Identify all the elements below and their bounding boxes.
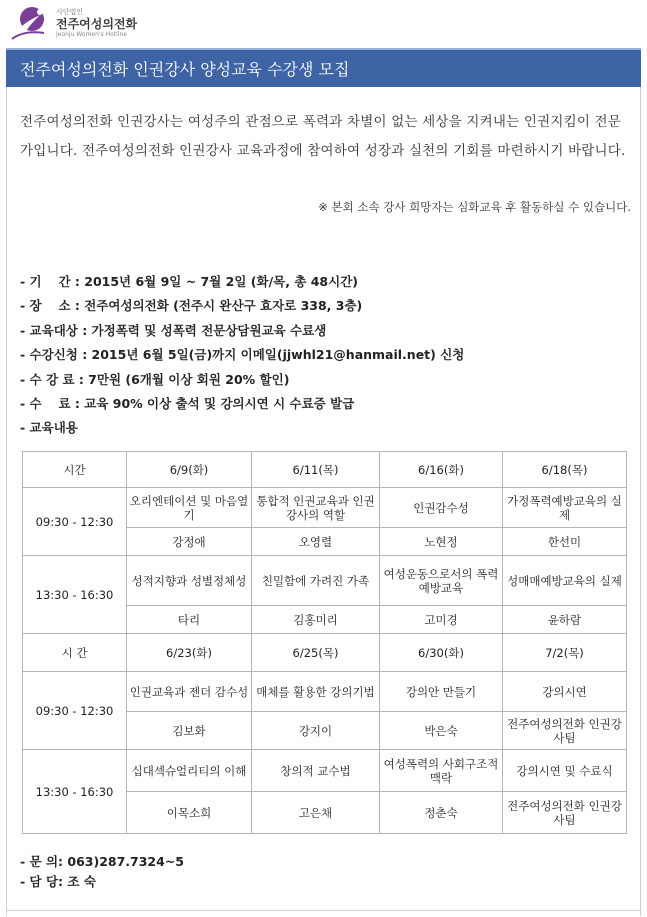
topic-cell: 여성운동으로서의 폭력예방교육 bbox=[380, 556, 503, 606]
topic-cell: 가정폭력예방교육의 실제 bbox=[503, 488, 627, 528]
topic-cell: 인권교육과 젠더 감수성 bbox=[127, 672, 252, 712]
topic-cell: 여성폭력의 사회구조적 맥락 bbox=[380, 750, 503, 792]
topic-cell: 강의시연 bbox=[503, 672, 627, 712]
header-cell: 6/16(화) bbox=[380, 452, 503, 488]
topic-cell: 통합적 인권교육과 인권강사의 역할 bbox=[252, 488, 380, 528]
lecturer-cell: 이목소희 bbox=[127, 792, 252, 834]
topic-cell: 강의안 만들기 bbox=[380, 672, 503, 712]
logo[interactable] bbox=[10, 3, 137, 43]
info-contents: - 교육내용 bbox=[20, 420, 78, 436]
header-cell: 6/18(목) bbox=[503, 452, 627, 488]
info-period: - 기 간 : 2015년 6월 9일 ~ 7월 2일 (화/목, 총 48시간) bbox=[20, 274, 358, 289]
info-list bbox=[20, 270, 464, 441]
lecturer-cell: 한선미 bbox=[503, 528, 627, 556]
logo-text bbox=[56, 9, 137, 38]
lecturer-cell: 전주여성의전화 인권강사팀 bbox=[503, 712, 627, 750]
header-cell: 6/23(화) bbox=[127, 634, 252, 672]
info-fee: - 수 강 료 : 7만원 (6개월 이상 회원 20% 할인) bbox=[20, 371, 290, 387]
info-completion: - 수 료 : 교육 90% 이상 출석 및 강의시연 시 수료증 발급 bbox=[20, 396, 355, 412]
topic-cell: 강의시연 및 수료식 bbox=[503, 750, 627, 792]
contact-phone: - 문 의: 063)287.7324~5 bbox=[20, 854, 184, 869]
header-cell: 7/2(목) bbox=[503, 634, 627, 672]
topic-cell: 오리엔테이션 및 마음열기 bbox=[127, 488, 252, 528]
schedule-header-row bbox=[23, 634, 627, 672]
schedule-topic-row bbox=[23, 672, 627, 712]
topic-cell: 인권감수성 bbox=[380, 488, 503, 528]
lecturer-cell: 노현정 bbox=[380, 528, 503, 556]
header-cell: 6/25(목) bbox=[252, 634, 380, 672]
intro-paragraph: 전주여성의전화 인권강사는 여성주의 관점으로 폭력과 차별이 없는 세상을 지켜내는 인권지킴이 전문가입니다. 전주여성의전화 인권강사 교육과정에 참여하여 성장과 실천의 기회를 마련하시기 바랍니다. bbox=[20, 114, 626, 159]
topic-cell: 매체를 활용한 강의기법 bbox=[252, 672, 380, 712]
lecturer-cell: 고미경 bbox=[380, 606, 503, 634]
lecturer-cell: 고은채 bbox=[252, 792, 380, 834]
contact-info bbox=[20, 852, 184, 892]
lecturer-cell: 김홍미리 bbox=[252, 606, 380, 634]
topic-cell: 친밀함에 가려진 가족 bbox=[252, 556, 380, 606]
lecturer-cell: 강정애 bbox=[127, 528, 252, 556]
header-cell: 6/9(화) bbox=[127, 452, 252, 488]
logo-flower-icon bbox=[10, 3, 52, 43]
time-cell: 13:30 - 16:30 bbox=[23, 556, 127, 634]
info-application: - 수강신청 : 2015년 6월 5일(금)까지 이메일(jjwhl21@hanmail.net) 신청 bbox=[20, 347, 465, 363]
header-cell: 시 간 bbox=[23, 634, 127, 672]
schedule-topic-row bbox=[23, 556, 627, 606]
info-target: - 교육대상 : 가정폭력 및 성폭력 전문상담원교육 수료생 bbox=[20, 322, 327, 338]
header-cell: 6/30(화) bbox=[380, 634, 503, 672]
lecturer-cell: 김보화 bbox=[127, 712, 252, 750]
lecturer-cell: 정춘숙 bbox=[380, 792, 503, 834]
lecturer-cell: 강지이 bbox=[252, 712, 380, 750]
topic-cell: 성매매예방교육의 실제 bbox=[503, 556, 627, 606]
footer-divider bbox=[6, 910, 641, 911]
logo-english: Jeonju Women's Hotline bbox=[56, 30, 127, 38]
schedule-table bbox=[22, 451, 627, 834]
topic-cell: 십대섹슈얼리티의 이해 bbox=[127, 750, 252, 792]
header-cell: 6/11(목) bbox=[252, 452, 380, 488]
contact-person: - 담 당: 조 숙 bbox=[20, 874, 96, 889]
note-text: ※ 본회 소속 강사 희망자는 심화교육 후 활동하실 수 있습니다. bbox=[318, 200, 631, 214]
lecturer-cell: 오영렬 bbox=[252, 528, 380, 556]
logo-name: 전주여성의전화 bbox=[56, 16, 138, 31]
schedule-topic-row bbox=[23, 750, 627, 792]
logo-org-small: 사단법인 bbox=[56, 7, 84, 16]
lecturer-cell: 윤하람 bbox=[503, 606, 627, 634]
lecturer-cell: 박은숙 bbox=[380, 712, 503, 750]
page-title: 전주여성의전화 인권강사 양성교육 수강생 모집 bbox=[6, 48, 641, 87]
header-cell: 시간 bbox=[23, 452, 127, 488]
lecturer-cell: 타리 bbox=[127, 606, 252, 634]
lecturer-cell: 전주여성의전화 인권강사팀 bbox=[503, 792, 627, 834]
schedule-header-row bbox=[23, 452, 627, 488]
topic-cell: 창의적 교수법 bbox=[252, 750, 380, 792]
info-place: - 장 소 : 전주여성의전화 (전주시 완산구 효자로 338, 3층) bbox=[20, 298, 363, 314]
topic-cell: 성적지향과 성별정체성 bbox=[127, 556, 252, 606]
time-cell: 13:30 - 16:30 bbox=[23, 750, 127, 834]
schedule-topic-row bbox=[23, 488, 627, 528]
time-cell: 09:30 - 12:30 bbox=[23, 672, 127, 750]
time-cell: 09:30 - 12:30 bbox=[23, 488, 127, 556]
